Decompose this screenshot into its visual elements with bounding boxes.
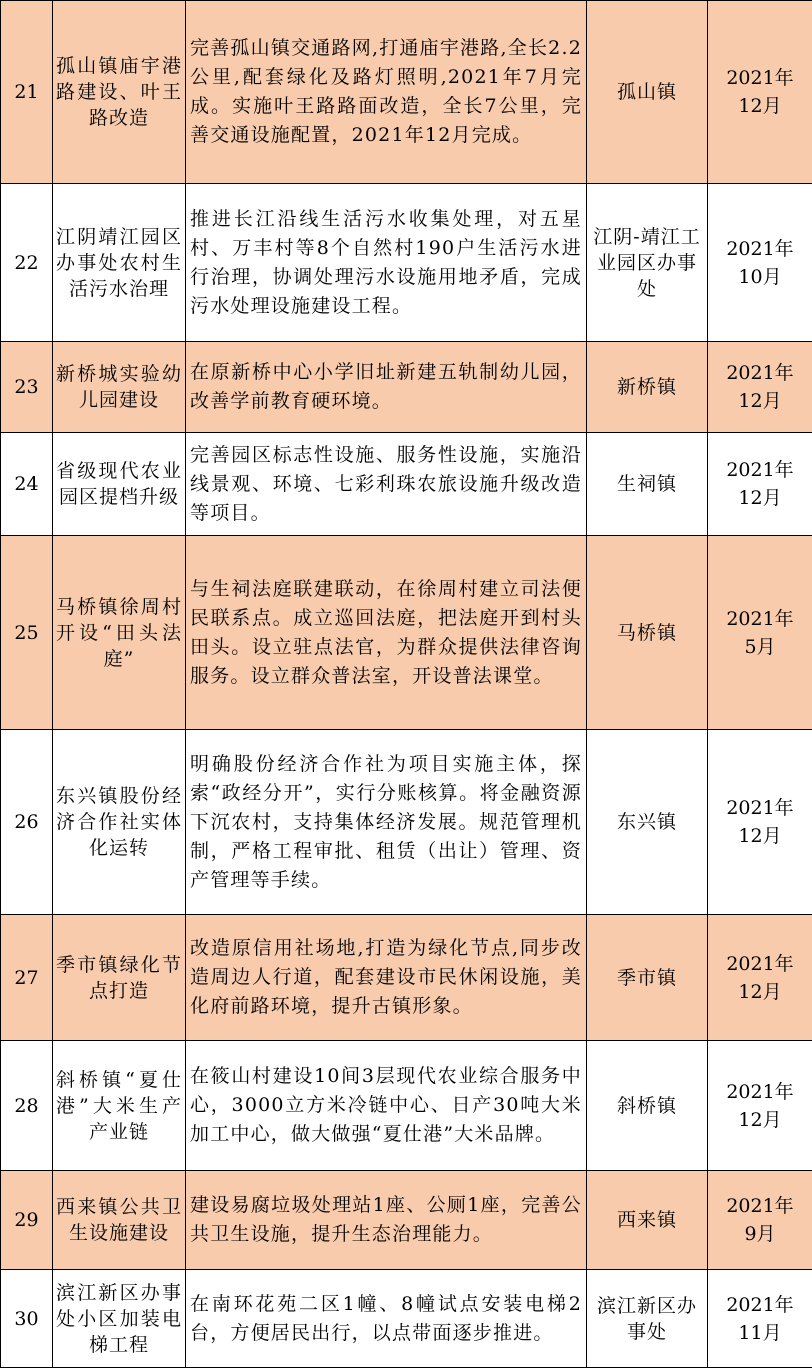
row-number: 28 — [1, 1041, 53, 1171]
date-year: 2021年 — [726, 459, 794, 481]
project-name: 东兴镇股份经济合作社实体化运转 — [53, 730, 186, 915]
date-month: 12月 — [738, 390, 782, 412]
responsible-unit: 滨江新区办事处 — [587, 1270, 708, 1368]
project-description: 推进长江沿线生活污水收集处理，对五星村、万丰村等8个自然村190户生活污水进行治理，协调处理污水设施用地矛盾，完成污水处理设施建设工程。 — [186, 184, 587, 342]
date-year: 2021年 — [726, 797, 794, 819]
row-number: 27 — [1, 915, 53, 1041]
completion-date — [708, 730, 812, 915]
date-month: 10月 — [738, 265, 782, 288]
date-year: 2021年 — [726, 67, 794, 89]
responsible-unit: 孤山镇 — [587, 1, 708, 184]
date-year: 2021年 — [726, 362, 794, 384]
completion-date — [708, 536, 812, 730]
date-year: 2021年 — [726, 237, 794, 260]
date-year: 2021年 — [726, 1195, 794, 1217]
row-number: 26 — [1, 730, 53, 915]
table-row — [1, 1270, 812, 1368]
completion-date — [708, 184, 812, 342]
project-name: 滨江新区办事处小区加装电梯工程 — [53, 1270, 186, 1368]
project-name: 斜桥镇“夏仕港”大米生产产业链 — [53, 1041, 186, 1171]
date-year: 2021年 — [726, 607, 794, 630]
project-description: 在原新桥中心小学旧址新建五轨制幼儿园，改善学前教育硬环境。 — [186, 342, 587, 433]
project-description: 在南环花苑二区1幢、8幢试点安装电梯2台，方便居民出行，以点带面逐步推进。 — [186, 1270, 587, 1368]
table-row — [1, 184, 812, 342]
project-name: 江阴靖江园区办事处农村生活污水治理 — [53, 184, 186, 342]
project-description: 在筱山村建设10间3层现代农业综合服务中心，3000立方米冷链中心、日产30吨大米加工中心，做大做强“夏仕港”大米品牌。 — [186, 1041, 587, 1171]
project-description: 建设易腐垃圾处理站1座、公厕1座，完善公共卫生设施，提升生态治理能力。 — [186, 1171, 587, 1270]
project-name: 西来镇公共卫生设施建设 — [53, 1171, 186, 1270]
project-name: 省级现代农业园区提档升级 — [53, 433, 186, 536]
responsible-unit: 东兴镇 — [587, 730, 708, 915]
responsible-unit: 季市镇 — [587, 915, 708, 1041]
row-number: 29 — [1, 1171, 53, 1270]
completion-date — [708, 433, 812, 536]
responsible-unit: 江阴-靖江工业园区办事处 — [587, 184, 708, 342]
completion-date — [708, 915, 812, 1041]
project-description: 完善园区标志性设施、服务性设施，实施沿线景观、环境、七彩利珠农旅设施升级改造等项目。 — [186, 433, 587, 536]
row-number: 24 — [1, 433, 53, 536]
completion-date — [708, 342, 812, 433]
project-name: 新桥城实验幼儿园建设 — [53, 342, 186, 433]
project-name: 孤山镇庙宇港路建设、叶王路改造 — [53, 1, 186, 184]
table-row — [1, 1171, 812, 1270]
row-number: 30 — [1, 1270, 53, 1368]
date-month: 5月 — [744, 635, 776, 658]
date-month: 12月 — [738, 980, 782, 1003]
table-row — [1, 342, 812, 433]
project-description: 改造原信用社场地,打造为绿化节点,同步改造周边人行道，配套建设市民休闲设施，美化府前路环境，提升古镇形象。 — [186, 915, 587, 1041]
project-name: 马桥镇徐周村开设“田头法庭” — [53, 536, 186, 730]
responsible-unit: 西来镇 — [587, 1171, 708, 1270]
responsible-unit: 斜桥镇 — [587, 1041, 708, 1171]
table-row — [1, 915, 812, 1041]
completion-date — [708, 1270, 812, 1368]
project-description: 与生祠法庭联建联动，在徐周村建立司法便民联系点。成立巡回法庭，把法庭开到村头田头。设立驻点法官，为群众提供法律咨询服务。设立群众普法室，开设普法课堂。 — [186, 536, 587, 730]
date-year: 2021年 — [726, 952, 794, 975]
date-month: 12月 — [738, 1108, 782, 1131]
responsible-unit: 新桥镇 — [587, 342, 708, 433]
table-row — [1, 1041, 812, 1171]
responsible-unit: 生祠镇 — [587, 433, 708, 536]
date-month: 11月 — [738, 1321, 782, 1344]
date-month: 12月 — [738, 825, 782, 847]
table-row — [1, 1, 812, 184]
row-number: 22 — [1, 184, 53, 342]
date-year: 2021年 — [726, 1080, 794, 1103]
date-month: 12月 — [738, 487, 782, 509]
table-row — [1, 433, 812, 536]
row-number: 23 — [1, 342, 53, 433]
table-row — [1, 730, 812, 915]
date-month: 9月 — [744, 1223, 776, 1245]
project-description: 明确股份经济合作社为项目实施主体，探索“政经分开”，实行分账核算。将金融资源下沉农村，支持集体经济发展。规范管理机制，严格工程审批、租赁（出让）管理、资产管理等手续。 — [186, 730, 587, 915]
project-description: 完善孤山镇交通路网,打通庙宇港路,全长2.2公里,配套绿化及路灯照明,2021年7月完成。实施叶王路路面改造，全长7公里，完善交通设施配置，2021年12月完成。 — [186, 1, 587, 184]
responsible-unit: 马桥镇 — [587, 536, 708, 730]
completion-date — [708, 1171, 812, 1270]
completion-date — [708, 1, 812, 184]
completion-date — [708, 1041, 812, 1171]
table-row — [1, 536, 812, 730]
date-month: 12月 — [738, 95, 782, 117]
project-name: 季市镇绿化节点打造 — [53, 915, 186, 1041]
date-year: 2021年 — [726, 1293, 794, 1316]
row-number: 21 — [1, 1, 53, 184]
row-number: 25 — [1, 536, 53, 730]
